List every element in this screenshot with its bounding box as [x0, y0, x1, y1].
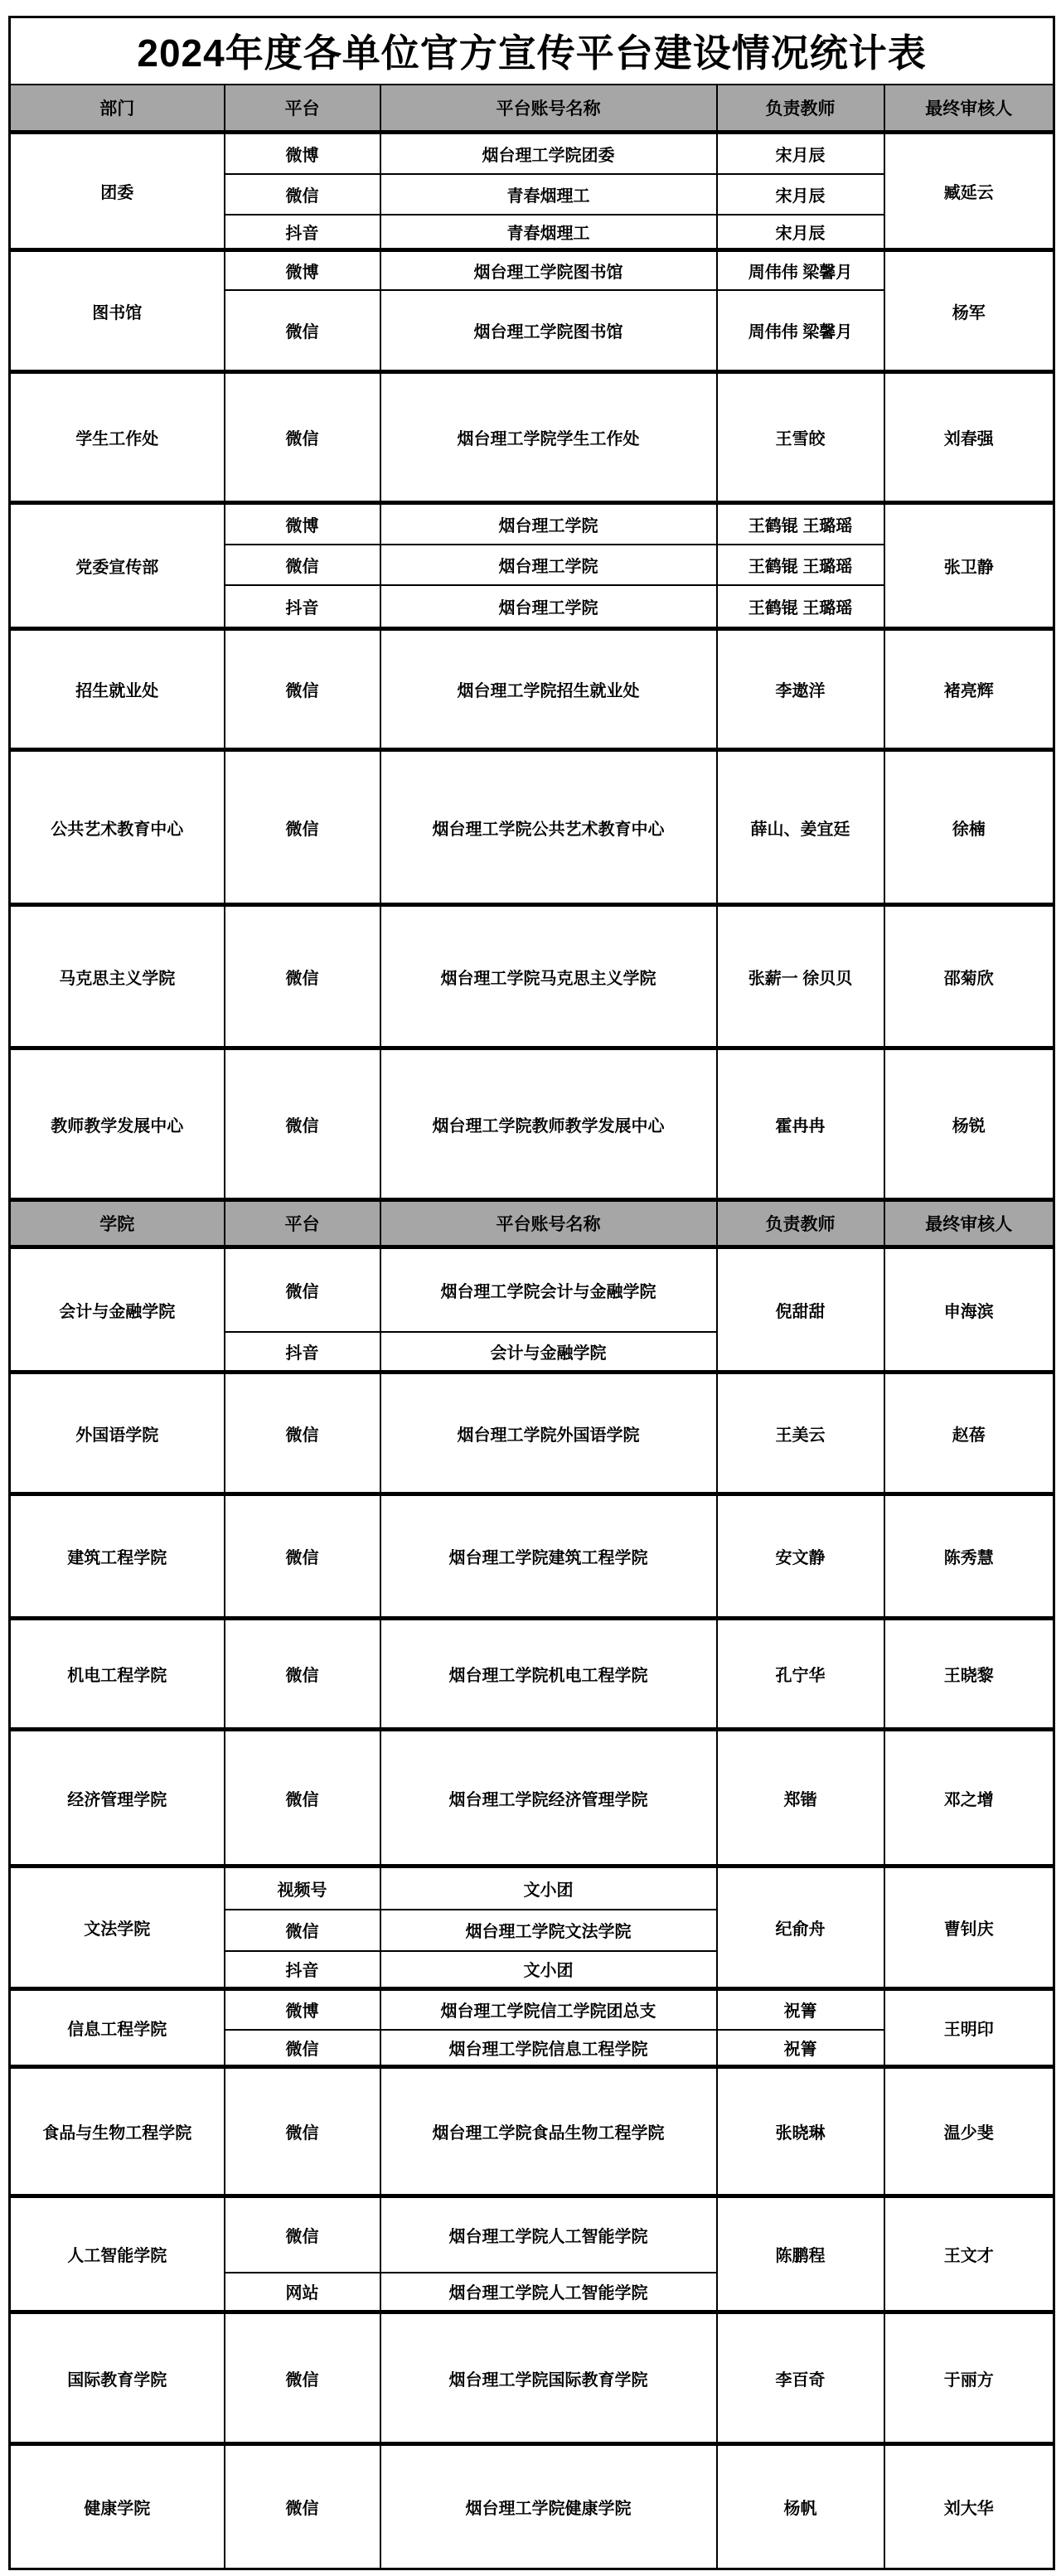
teacher-cell: 李百奇 — [717, 2312, 884, 2444]
column-header-platform: 平台 — [225, 1200, 380, 1247]
account-cell: 会计与金融学院 — [380, 1332, 717, 1373]
unit-cell: 团委 — [10, 133, 225, 250]
teacher-cell: 陈鹏程 — [717, 2196, 884, 2312]
account-cell: 烟台理工学院信息工程学院 — [380, 2030, 717, 2067]
platform-cell: 微信 — [225, 1730, 380, 1867]
account-cell: 烟台理工学院文法学院 — [380, 1910, 717, 1951]
platform-cell: 微信 — [225, 1373, 380, 1494]
reviewer-cell: 赵蓓 — [884, 1373, 1054, 1494]
platform-cell: 抖音 — [225, 585, 380, 629]
platform-cell: 微信 — [225, 2312, 380, 2444]
reviewer-cell: 张卫静 — [884, 503, 1054, 629]
platform-cell: 网站 — [225, 2273, 380, 2312]
teacher-cell: 宋月辰 — [717, 174, 884, 215]
reviewer-cell: 杨军 — [884, 250, 1054, 372]
unit-cell: 马克思主义学院 — [10, 905, 225, 1048]
reviewer-cell: 杨锐 — [884, 1048, 1054, 1200]
platform-cell: 微信 — [225, 1247, 380, 1332]
reviewer-cell: 褚亮辉 — [884, 629, 1054, 750]
account-cell: 烟台理工学院健康学院 — [380, 2444, 717, 2569]
column-header-reviewer: 最终审核人 — [884, 85, 1054, 133]
unit-cell: 人工智能学院 — [10, 2196, 225, 2312]
account-cell: 烟台理工学院外国语学院 — [380, 1373, 717, 1494]
account-cell: 烟台理工学院国际教育学院 — [380, 2312, 717, 2444]
account-cell: 烟台理工学院学生工作处 — [380, 372, 717, 503]
teacher-cell: 祝箐 — [717, 2030, 884, 2067]
reviewer-cell: 曹钊庆 — [884, 1867, 1054, 1989]
teacher-cell: 孔宁华 — [717, 1619, 884, 1730]
stats-table — [8, 16, 1055, 2570]
teacher-cell: 王雪皎 — [717, 372, 884, 503]
unit-cell: 经济管理学院 — [10, 1730, 225, 1867]
teacher-cell: 霍冉冉 — [717, 1048, 884, 1200]
teacher-cell: 周伟伟 梁馨月 — [717, 290, 884, 372]
unit-cell: 会计与金融学院 — [10, 1247, 225, 1373]
unit-cell: 公共艺术教育中心 — [10, 750, 225, 905]
teacher-cell: 王鹤锟 王璐瑶 — [717, 585, 884, 629]
reviewer-cell: 王文才 — [884, 2196, 1054, 2312]
column-header-college: 学院 — [10, 1200, 225, 1247]
platform-cell: 视频号 — [225, 1867, 380, 1910]
teacher-cell: 王鹤锟 王璐瑶 — [717, 545, 884, 585]
teacher-cell: 李遨洋 — [717, 629, 884, 750]
platform-cell: 微博 — [225, 1989, 380, 2030]
account-cell: 烟台理工学院信工学院团总支 — [380, 1989, 717, 2030]
account-cell: 烟台理工学院会计与金融学院 — [380, 1247, 717, 1332]
reviewer-cell: 陈秀慧 — [884, 1494, 1054, 1619]
unit-cell: 教师教学发展中心 — [10, 1048, 225, 1200]
reviewer-cell: 王明印 — [884, 1989, 1054, 2067]
platform-cell: 微信 — [225, 290, 380, 372]
teacher-cell: 杨帆 — [717, 2444, 884, 2569]
platform-cell: 微信 — [225, 1910, 380, 1951]
table-title: 2024年度各单位官方宣传平台建设情况统计表 — [10, 17, 1054, 85]
unit-cell: 文法学院 — [10, 1867, 225, 1989]
reviewer-cell: 徐楠 — [884, 750, 1054, 905]
unit-cell: 食品与生物工程学院 — [10, 2067, 225, 2196]
teacher-cell: 周伟伟 梁馨月 — [717, 250, 884, 290]
platform-cell: 抖音 — [225, 1332, 380, 1373]
platform-cell: 微信 — [225, 629, 380, 750]
column-header-account: 平台账号名称 — [380, 85, 717, 133]
column-header-dept: 部门 — [10, 85, 225, 133]
unit-cell: 党委宣传部 — [10, 503, 225, 629]
account-cell: 烟台理工学院 — [380, 545, 717, 585]
platform-cell: 微信 — [225, 1619, 380, 1730]
platform-cell: 微信 — [225, 905, 380, 1048]
unit-cell: 建筑工程学院 — [10, 1494, 225, 1619]
reviewer-cell: 邵菊欣 — [884, 905, 1054, 1048]
platform-cell: 微信 — [225, 2444, 380, 2569]
account-cell: 文小团 — [380, 1951, 717, 1989]
unit-cell: 信息工程学院 — [10, 1989, 225, 2067]
platform-cell: 微博 — [225, 250, 380, 290]
reviewer-cell: 刘春强 — [884, 372, 1054, 503]
platform-cell: 微信 — [225, 545, 380, 585]
platform-cell: 微博 — [225, 503, 380, 545]
account-cell: 烟台理工学院 — [380, 503, 717, 545]
account-cell: 烟台理工学院教师教学发展中心 — [380, 1048, 717, 1200]
column-header-teacher: 负责教师 — [717, 1200, 884, 1247]
account-cell: 烟台理工学院公共艺术教育中心 — [380, 750, 717, 905]
unit-cell: 健康学院 — [10, 2444, 225, 2569]
column-header-platform: 平台 — [225, 85, 380, 133]
teacher-cell: 王美云 — [717, 1373, 884, 1494]
platform-cell: 微信 — [225, 1048, 380, 1200]
platform-cell: 微信 — [225, 372, 380, 503]
platform-cell: 抖音 — [225, 1951, 380, 1989]
column-header-reviewer: 最终审核人 — [884, 1200, 1054, 1247]
column-header-teacher: 负责教师 — [717, 85, 884, 133]
teacher-cell: 薛山、姜宜廷 — [717, 750, 884, 905]
reviewer-cell: 申海滨 — [884, 1247, 1054, 1373]
unit-cell: 机电工程学院 — [10, 1619, 225, 1730]
teacher-cell: 纪俞舟 — [717, 1867, 884, 1989]
account-cell: 烟台理工学院招生就业处 — [380, 629, 717, 750]
platform-cell: 微信 — [225, 2196, 380, 2273]
teacher-cell: 郑锴 — [717, 1730, 884, 1867]
reviewer-cell: 王晓黎 — [884, 1619, 1054, 1730]
teacher-cell: 王鹤锟 王璐瑶 — [717, 503, 884, 545]
account-cell: 烟台理工学院 — [380, 585, 717, 629]
unit-cell: 国际教育学院 — [10, 2312, 225, 2444]
reviewer-cell: 臧延云 — [884, 133, 1054, 250]
unit-cell: 外国语学院 — [10, 1373, 225, 1494]
platform-cell: 抖音 — [225, 215, 380, 250]
teacher-cell: 宋月辰 — [717, 215, 884, 250]
platform-cell: 微信 — [225, 2067, 380, 2196]
statistics-sheet — [8, 16, 1053, 2570]
teacher-cell: 张薪一 徐贝贝 — [717, 905, 884, 1048]
account-cell: 烟台理工学院经济管理学院 — [380, 1730, 717, 1867]
platform-cell: 微信 — [225, 1494, 380, 1619]
account-cell: 烟台理工学院机电工程学院 — [380, 1619, 717, 1730]
account-cell: 文小团 — [380, 1867, 717, 1910]
account-cell: 烟台理工学院建筑工程学院 — [380, 1494, 717, 1619]
account-cell: 烟台理工学院团委 — [380, 133, 717, 174]
reviewer-cell: 于丽方 — [884, 2312, 1054, 2444]
unit-cell: 招生就业处 — [10, 629, 225, 750]
account-cell: 烟台理工学院马克思主义学院 — [380, 905, 717, 1048]
account-cell: 青春烟理工 — [380, 174, 717, 215]
reviewer-cell: 刘大华 — [884, 2444, 1054, 2569]
platform-cell: 微博 — [225, 133, 380, 174]
column-header-account: 平台账号名称 — [380, 1200, 717, 1247]
teacher-cell: 安文静 — [717, 1494, 884, 1619]
unit-cell: 学生工作处 — [10, 372, 225, 503]
account-cell: 烟台理工学院图书馆 — [380, 250, 717, 290]
platform-cell: 微信 — [225, 750, 380, 905]
account-cell: 烟台理工学院人工智能学院 — [380, 2196, 717, 2273]
account-cell: 青春烟理工 — [380, 215, 717, 250]
account-cell: 烟台理工学院图书馆 — [380, 290, 717, 372]
teacher-cell: 张晓琳 — [717, 2067, 884, 2196]
teacher-cell: 祝箐 — [717, 1989, 884, 2030]
account-cell: 烟台理工学院食品生物工程学院 — [380, 2067, 717, 2196]
reviewer-cell: 温少斐 — [884, 2067, 1054, 2196]
account-cell: 烟台理工学院人工智能学院 — [380, 2273, 717, 2312]
unit-cell: 图书馆 — [10, 250, 225, 372]
platform-cell: 微信 — [225, 2030, 380, 2067]
teacher-cell: 宋月辰 — [717, 133, 884, 174]
reviewer-cell: 邓之增 — [884, 1730, 1054, 1867]
teacher-cell: 倪甜甜 — [717, 1247, 884, 1373]
platform-cell: 微信 — [225, 174, 380, 215]
